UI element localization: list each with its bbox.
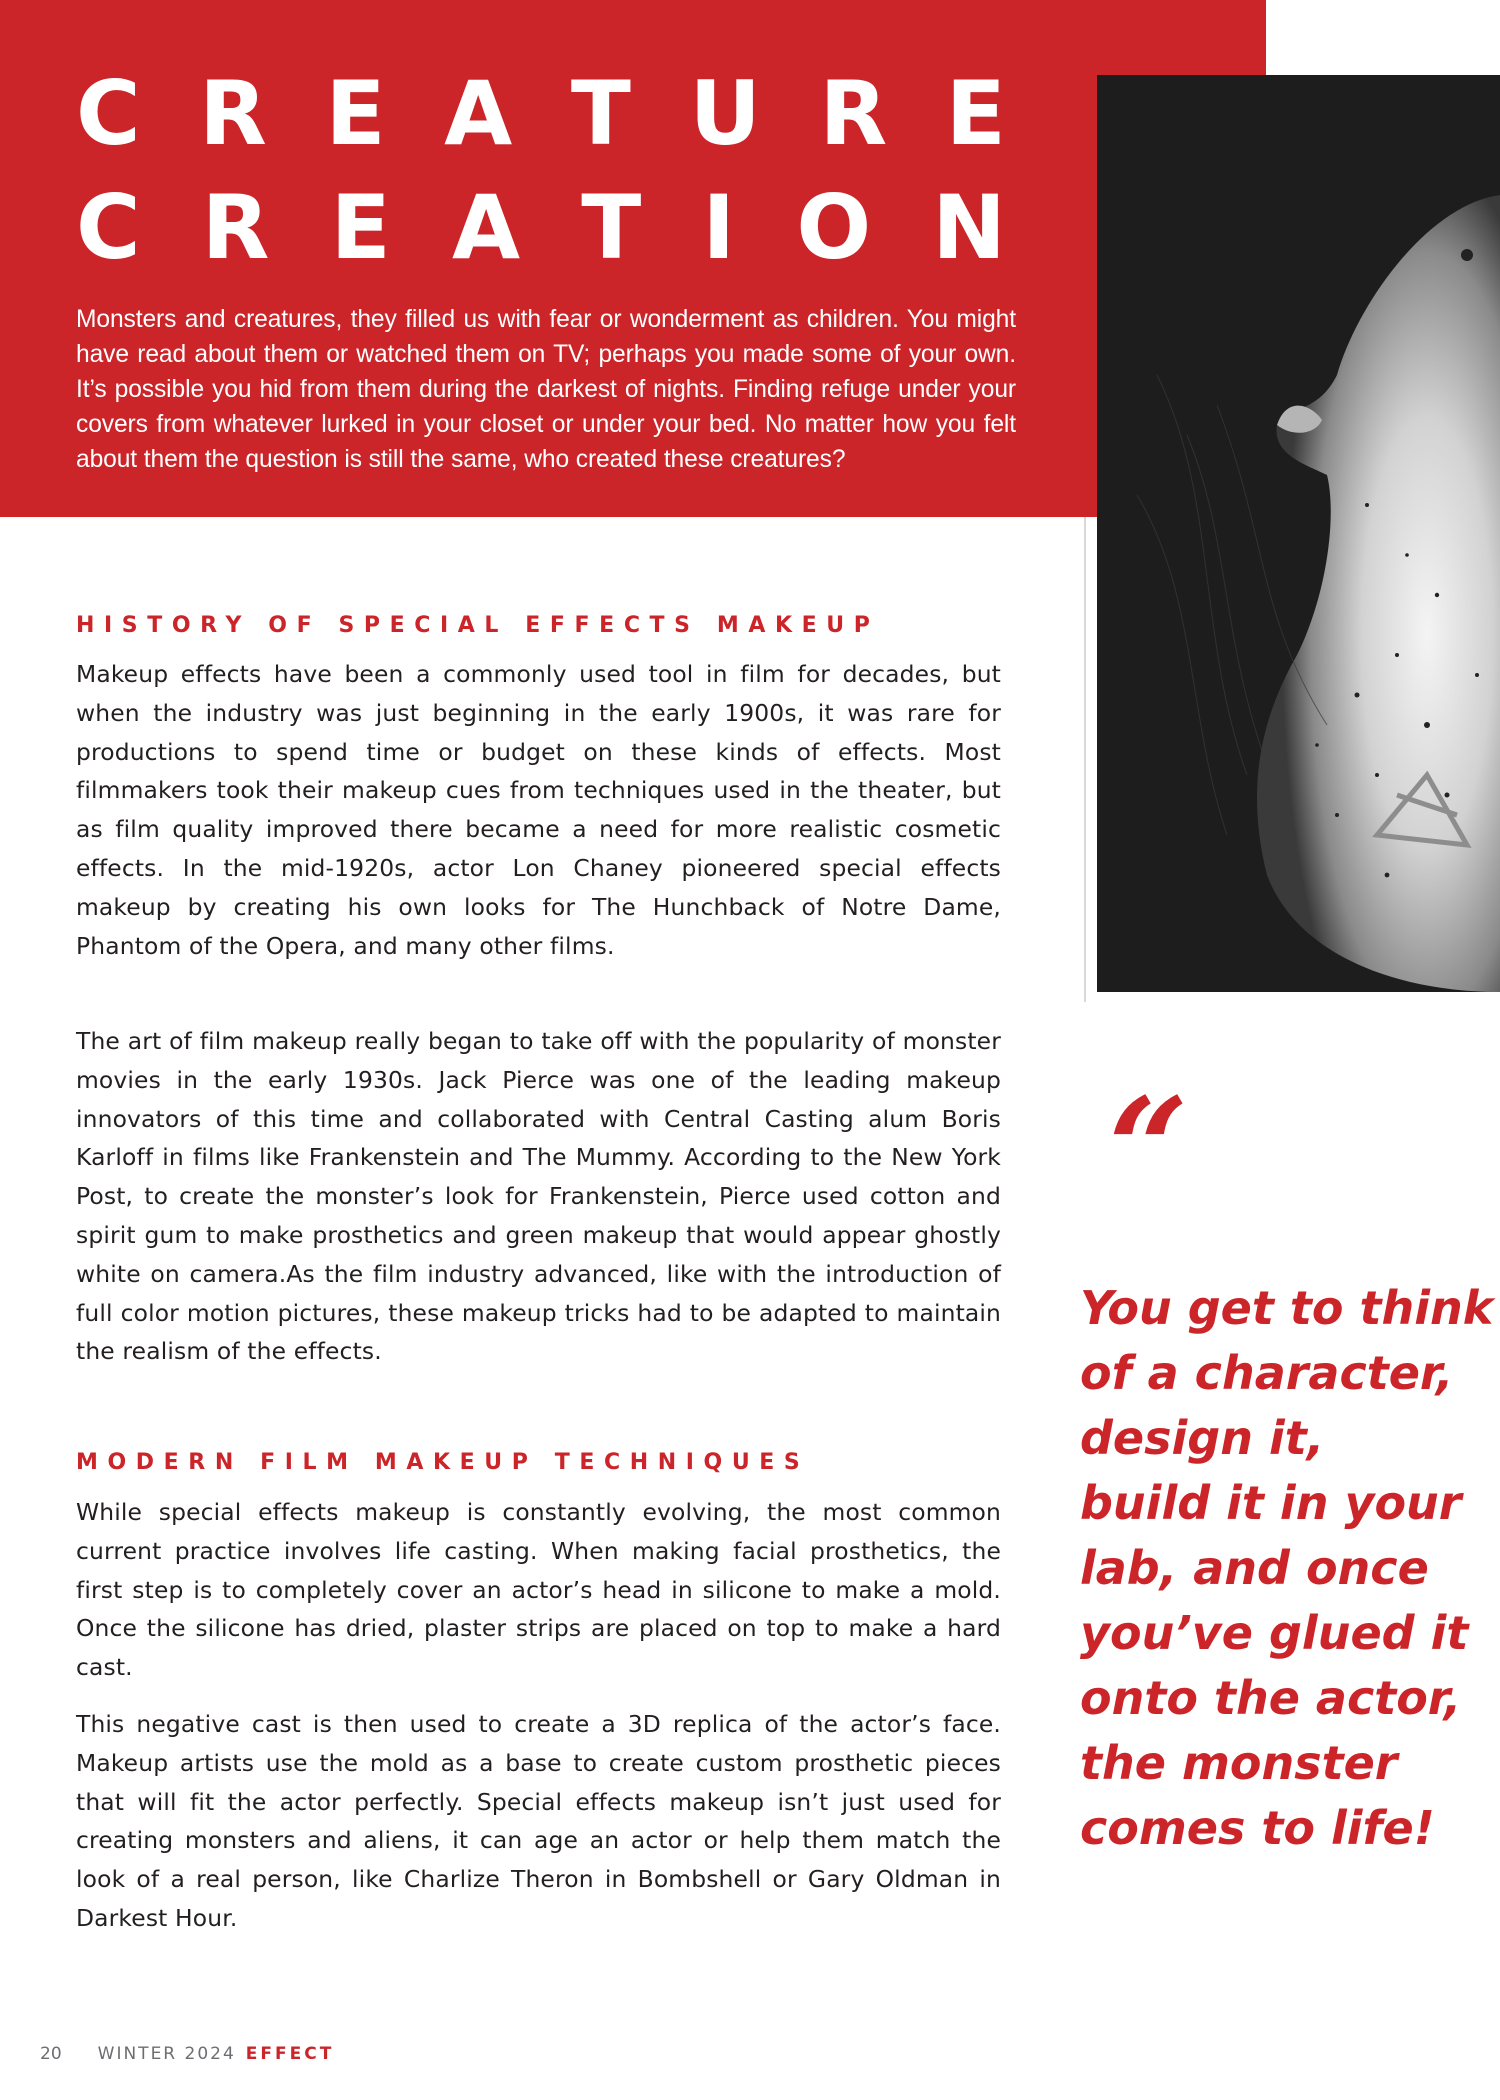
header-block	[0, 0, 1266, 517]
title-letter: T	[581, 176, 642, 279]
title-letter: E	[330, 176, 391, 279]
intro-paragraph: Monsters and creatures, they filled us with fear or wonderment as children. You might have read about them or watched them on TV; perhaps you made some of your own. It’s possible you hid from them during the darkest of nights. Finding refuge under your covers from whatever lurked in your closet or under your bed. No matter how you felt about them the question is still the same, who created these creatures?	[76, 306, 1016, 473]
photo-divider	[1084, 517, 1086, 1002]
history-paragraph-2: The art of film makeup really began to take off with the popularity of monster movies in the early 1930s. Jack Pierce was one of the leading makeup innovators of this time and collaborated with Central Casting alum Boris Karloff in films like Frankenstein and The Mummy. According to the New York Post, to create the monster’s look for Frankenstein, Pierce used cotton and spirit gum to make prosthetics and green makeup that would appear ghostly white on camera.As the film industry advanced, like with the introduction of full color motion pictures, these makeup tricks had to be adapted to maintain the realism of the effects.	[76, 1027, 1001, 1366]
page-footer	[40, 2044, 334, 2064]
title-letter: R	[199, 62, 267, 165]
title-letter: N	[932, 176, 1006, 279]
modern-paragraph-1: While special effects makeup is constantly evolving, the most common current practice involves life casting. When making facial prosthetics, the first step is to completely cover an actor’s head in silicone to make a mold. Once the silicone has dried, plaster strips are placed on top to make a hard cast.	[76, 1498, 1001, 1682]
title-letter: A	[444, 62, 513, 165]
title-letter: C	[76, 62, 141, 165]
section-heading-modern: MODERN FILM MAKEUP TECHNIQUES	[76, 1450, 810, 1475]
title-letter: E	[325, 62, 386, 165]
title-letter: R	[201, 176, 270, 279]
pull-quote: You get to think of a character, design it, build it in your lab, and once you’ve glued it onto the actor, the monster comes to life!	[1080, 1281, 1494, 1855]
title-letter: U	[689, 62, 761, 165]
history-paragraph-1: Makeup effects have been a commonly used tool in film for decades, but when the industry was just beginning in the early 1900s, it was rare for productions to spend time or budget on these kinds of effects. Most filmmakers took their makeup cues from techniques used in the theater, but as film quality improved there became a need for more realistic cosmetic effects. In the mid-1920s, actor Lon Chaney pioneered special effects makeup by creating his own looks for The Hunchback of Notre Dame, Phantom of the Opera, and many other films.	[76, 660, 1001, 960]
title-letter: A	[451, 176, 521, 279]
magazine-name: EFFECT	[245, 2044, 335, 2064]
title-line-2	[76, 178, 1006, 278]
title-line-1	[76, 64, 1006, 164]
title-letter: C	[76, 176, 141, 279]
section-heading-history: HISTORY OF SPECIAL EFFECTS MAKEUP	[76, 613, 880, 638]
issue-label: WINTER 2024	[97, 2044, 236, 2064]
title-letter: O	[796, 176, 872, 279]
title-letter: E	[945, 62, 1006, 165]
creature-sculpture-image	[1097, 75, 1500, 992]
title-letter: T	[570, 62, 631, 165]
quote-mark-icon: “	[1108, 1068, 1189, 1232]
modern-paragraph-2: This negative cast is then used to create a 3D replica of the actor’s face. Makeup artists use the mold as a base to create custom prosthetic pieces that will fit the actor perfectly. Special effects makeup isn’t just used for creating monsters and aliens, it can age an actor or help them match the look of a real person, like Charlize Theron in Bombshell or Gary Oldman in Darkest Hour.	[76, 1710, 1001, 1932]
page-number: 20	[40, 2044, 62, 2064]
title-letter: I	[702, 176, 736, 279]
creature-photo	[1097, 75, 1500, 992]
title-letter: R	[819, 62, 888, 165]
